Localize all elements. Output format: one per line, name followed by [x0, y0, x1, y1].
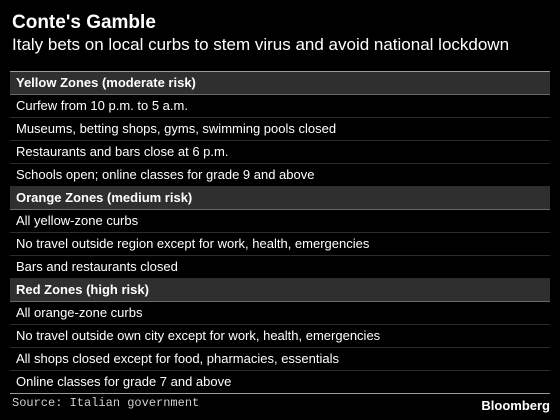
table-row: Museums, betting shops, gyms, swimming pools closed [10, 118, 550, 141]
table-row: All shops closed except for food, pharmacies, essentials [10, 348, 550, 371]
zone-header-yellow: Yellow Zones (moderate risk) [10, 72, 550, 95]
table-row: Online classes for grade 7 and above [10, 371, 550, 394]
table-row: Bars and restaurants closed [10, 256, 550, 279]
source-note: Source: Italian government [12, 396, 200, 410]
zone-header-red: Red Zones (high risk) [10, 279, 550, 302]
table-row: No travel outside own city except for work, health, emergencies [10, 325, 550, 348]
table-row: Restaurants and bars close at 6 p.m. [10, 141, 550, 164]
table-row: All yellow-zone curbs [10, 210, 550, 233]
chart-title: Conte's Gamble [12, 12, 156, 33]
zone-header-orange: Orange Zones (medium risk) [10, 187, 550, 210]
chart-subtitle: Italy bets on local curbs to stem virus and avoid national lockdown [12, 35, 510, 54]
bloomberg-logo: Bloomberg [481, 398, 550, 413]
table-row: Schools open; online classes for grade 9 and above [10, 164, 550, 187]
zones-table [10, 71, 550, 394]
table-row: Curfew from 10 p.m. to 5 a.m. [10, 95, 550, 118]
table-row: No travel outside region except for work, health, emergencies [10, 233, 550, 256]
table-row: All orange-zone curbs [10, 302, 550, 325]
